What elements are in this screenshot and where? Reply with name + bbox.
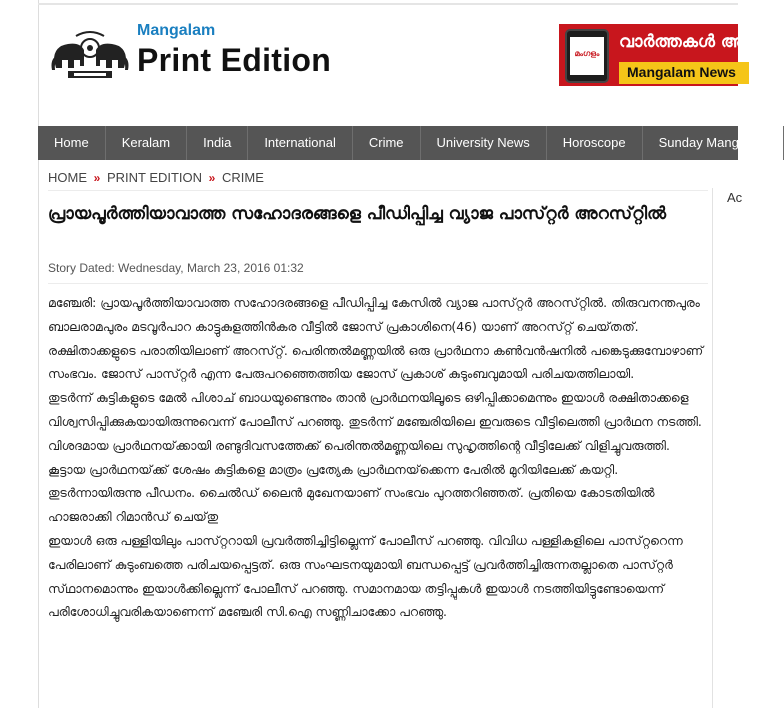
nav-item-home[interactable]: Home [38, 126, 106, 160]
ad-banner[interactable] [559, 24, 759, 86]
nav-item-crime[interactable]: Crime [353, 126, 421, 160]
nav-item-sunday-mangalam[interactable]: Sunday Mangalam [643, 126, 784, 160]
breadcrumb-home[interactable]: HOME [48, 170, 87, 185]
breadcrumb-print-edition[interactable]: PRINT EDITION [106, 170, 203, 185]
breadcrumb-separator-icon: » [208, 171, 216, 185]
nav-item-india[interactable]: India [187, 126, 248, 160]
main-nav [38, 126, 768, 160]
article-paragraph: തുടര്‍ന്നായിരുന്നു പീഡനം. ചൈല്‍ഡ്‌ ലൈന്‍ മുഖേനയാണ്‌ സംഭവം പുറത്തറിഞ്ഞത്‌. പ്രതിയെ കോടതിയില്‍ ഹാജരാക്കി റിമാന്‍ഡ്‌ ചെയ്‌തു [48, 485, 655, 525]
brand-name: Mangalam [137, 22, 216, 39]
article-headline: പ്രായപൂര്‍ത്തിയാവാത്ത സഹോദരങ്ങളെ പീഡിപ്പിച്ച വ്യാജ പാസ്‌റ്റര്‍ അറസ്‌റ്റില്‍ [48, 204, 667, 224]
phone-icon [565, 29, 609, 83]
ad-strip: Mangalam News [619, 62, 749, 84]
nav-item-keralam[interactable]: Keralam [106, 126, 187, 160]
mangalam-logo-icon[interactable] [48, 26, 132, 82]
article-body [48, 291, 710, 624]
story-date: Story Dated: Wednesday, March 23, 2016 01:32 [48, 261, 304, 275]
article-paragraph: മഞ്ചേരി: പ്രായപൂര്‍ത്തിയാവാത്ത സഹോദരങ്ങളെ പീഡിപ്പിച്ച കേസില്‍ വ്യാജ പാസ്‌റ്റര്‍ അറസ്‌റ്റില്‍. തിരുവനന്തപുരം ബാലരാമപുരം മടവൂര്‍പാറ കാട്ടുകുളത്തിന്‍കര വീട്ടില്‍ ജോസ്‌ പ്രകാശിനെ(46) യാണ്‌ അറസ്‌റ്റ് ചെയ്‌തത്‌. രക്ഷിതാക്കളുടെ പരാതിയിലാണ്‌ അറസ്‌റ്റ്. പെരിന്തല്‍മണ്ണയില്‍ ഒരു പ്രാര്‍ഥനാ കണ്‍വന്‍ഷനില്‍ പങ്കെടുക്കുമ്പോഴാണ്‌ സംഭവം. ജോസ്‌ പാസ്‌റ്റര്‍ എന്ന പേരുപറഞ്ഞെത്തിയ ജോസ്‌ പ്രകാശ്‌ കുടുംബവുമായി പരിചയത്തിലായി. [48, 295, 703, 382]
page-title: Print Edition [137, 42, 332, 78]
article-paragraph: ഇയാള്‍ ഒരു പള്ളിയിലും പാസ്‌റ്ററായി പ്രവര്‍ത്തിച്ചിട്ടില്ലെന്ന്‌ പോലീസ്‌ പറഞ്ഞു. വിവിധ പള്ളികളിലെ പാസ്‌റ്ററെന്ന പേരിലാണ്‌ കുടുംബത്തെ പരിചയപ്പെട്ടത്‌. ഒരു സംഘടനയുമായി ബന്ധപ്പെട്ട്‌ പ്രവര്‍ത്തിച്ചിരുന്നതല്ലാതെ പാസ്‌റ്റര്‍ സ്‌ഥാനമൊന്നും ഇയാള്‍ക്കില്ലെന്ന്‌ പോലീസ്‌ പറഞ്ഞു. സമാനമായ തട്ടിപ്പുകള്‍ ഇയാള്‍ നടത്തിയിട്ടുണ്ടോയെന്ന്‌ പരിശോധിച്ചുവരികയാണെന്ന്‌ മഞ്ചേരി സി.ഐ സണ്ണിചാക്കോ പറഞ്ഞു. [48, 532, 683, 620]
breadcrumb-crime[interactable]: CRIME [221, 170, 264, 185]
ad-phone-label: മംഗളം [570, 37, 604, 75]
breadcrumb-separator-icon: » [93, 171, 101, 185]
nav-item-university-news[interactable]: University News [421, 126, 547, 160]
nav-item-horoscope[interactable]: Horoscope [547, 126, 643, 160]
nav-item-international[interactable]: International [248, 126, 353, 160]
divider [48, 283, 708, 284]
column-divider [712, 188, 713, 708]
divider [48, 190, 708, 191]
article-paragraph: തുടര്‍ന്ന്‌ കുട്ടികളുടെ മേല്‍ പിശാച്‌ ബാധയുണ്ടെന്നും താന്‍ പ്രാര്‍ഥനയിലൂടെ ഒഴിപ്പിക്കാമെന്നും ഇയാള്‍ രക്ഷിതാക്കളെ വിശ്വസിപ്പിക്കുകയായിരുന്നുവെന്ന്‌ പോലീസ്‌ പറഞ്ഞു. തുടര്‍ന്ന്‌ മഞ്ചേരിയിലെ ഇവരുടെ വീട്ടിലെത്തി പ്രാര്‍ഥന നടത്തി. വിശദമായ പ്രാര്‍ഥനയ്‌ക്കായി രണ്ടുദിവസത്തേക്ക്‌ പെരിന്തല്‍മണ്ണയിലെ സുഹൃത്തിന്റെ വീട്ടിലേക്ക്‌ വിളിച്ചുവരുത്തി. കൂട്ടായ പ്രാര്‍ഥനയ്‌ക്ക് ശേഷം കുട്ടികളെ മാത്രം പ്രത്യേക പ്രാര്‍ഥനയ്‌ക്കെന്ന പേരില്‍ മുറിയിലേക്ക്‌ കയറ്റി. [48, 390, 702, 477]
breadcrumb [48, 170, 264, 185]
top-divider [38, 3, 738, 5]
sidebar-partial-text: Ac [727, 190, 743, 205]
ad-headline: വാർത്തകൾ അപ [619, 32, 759, 52]
